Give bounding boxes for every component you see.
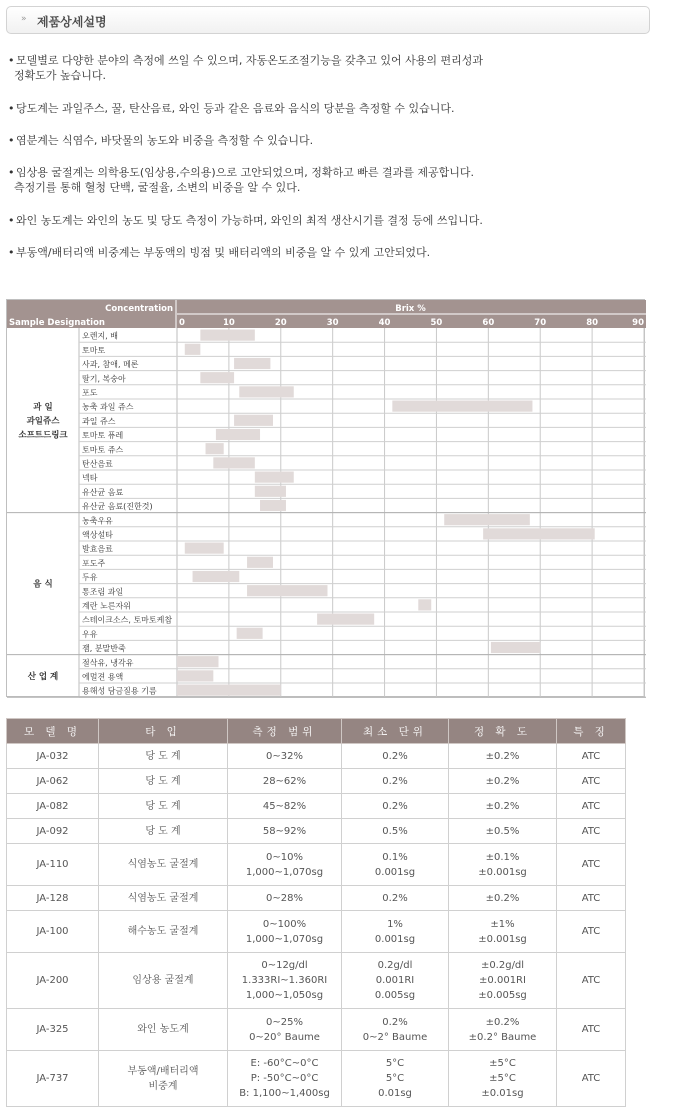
chart-row-label: 발효음료 (82, 544, 113, 554)
bullet-icon: • (8, 166, 15, 179)
table-cell: ATC (557, 844, 626, 886)
chart-row-label: 용해성 담금질용 기름 (82, 686, 157, 696)
bullet-icon: • (8, 102, 15, 115)
chart-tick-label: 20 (274, 318, 287, 328)
chart-bar (193, 571, 240, 582)
chart-bar (177, 670, 213, 681)
chart-row-label: 스테이크소스, 토마토케찹 (82, 615, 173, 625)
table-cell: 식염농도 굴절계 (99, 844, 228, 886)
table-cell: 0.2% (342, 744, 449, 769)
chart-bar (177, 656, 219, 667)
chart-row-label: 오렌지, 배 (82, 331, 118, 341)
table-cell: ATC (557, 886, 626, 911)
spec-table (6, 718, 626, 1107)
table-cell: ±5°C ±5°C ±0.01sg (449, 1051, 557, 1107)
chart-row-label: 농축 과일 쥬스 (82, 402, 134, 412)
chart-bar (237, 628, 263, 639)
table-cell: JA-062 (7, 769, 99, 794)
table-row (7, 819, 626, 844)
table-row (7, 886, 626, 911)
table-cell: 28~62% (228, 769, 342, 794)
chart-bar (491, 642, 540, 653)
list-item-text: 모델별로 다양한 분야의 측정에 쓰일 수 있으며, 자동온도조절기능을 갖추고 있어 사용의 편리성과 (16, 54, 483, 67)
table-cell: JA-128 (7, 886, 99, 911)
table-cell: ±0.2% (449, 769, 557, 794)
chart-axis-title: Brix % (395, 304, 426, 314)
table-cell: 0.2% (342, 886, 449, 911)
section-title: 제품상세설명 (37, 15, 107, 29)
chart-tick-label: 0 (179, 318, 185, 328)
brix-chart (6, 299, 645, 697)
chart-row-label: 계란 노른자위 (82, 601, 131, 611)
table-cell: 당 도 계 (99, 819, 228, 844)
bullet-icon: • (8, 246, 15, 259)
chart-row-label: 통조림 과일 (82, 587, 124, 597)
table-cell: ATC (557, 744, 626, 769)
table-row (7, 1009, 626, 1051)
chart-row-label: 토마토 쥬스 (82, 445, 124, 455)
table-cell: ±0.2% (449, 886, 557, 911)
chart-tick-label: 30 (326, 318, 339, 328)
table-row (7, 744, 626, 769)
table-cell: JA-737 (7, 1051, 99, 1107)
table-cell: 임상용 굴절계 (99, 953, 228, 1009)
section-header (6, 6, 650, 34)
chart-row-label: 넥타 (82, 473, 98, 483)
chart-row-label: 포도주 (82, 558, 106, 568)
chart-bar (206, 443, 224, 454)
chart-bar (185, 543, 224, 554)
chart-bar (247, 585, 327, 596)
chart-bar (200, 372, 234, 383)
table-cell: JA-110 (7, 844, 99, 886)
table-cell: JA-325 (7, 1009, 99, 1051)
table-cell: 0.5% (342, 819, 449, 844)
table-cell: 당 도 계 (99, 744, 228, 769)
list-item-text: 부동액/배터리액 비중계는 부동액의 빙점 및 배터리액의 비중을 알 수 있게 고안되었다. (16, 246, 431, 259)
table-cell: 0~12g/dl 1.333RI~1.360RI 1,000~1,050sg (228, 953, 342, 1009)
chart-bar (317, 614, 374, 625)
chart-group-label: 과 일 (33, 402, 53, 413)
chart-row-label: 두유 (82, 573, 98, 583)
bullet-icon: • (8, 214, 15, 227)
chart-bar (216, 429, 260, 440)
chart-row-label: 유산균 음료(진한것) (82, 502, 153, 512)
table-cell: E: -60°C~0°C P: -50°C~0°C B: 1,100~1,400sg (228, 1051, 342, 1107)
table-cell: ±0.2% (449, 794, 557, 819)
chart-tick-label: 80 (586, 318, 599, 328)
table-cell: 1% 0.001sg (342, 911, 449, 953)
chart-corner-top-label: Concentration (105, 304, 173, 314)
table-cell: 0.2% (342, 769, 449, 794)
chart-bar (200, 330, 254, 341)
table-cell: ±0.5% (449, 819, 557, 844)
table-cell: 0~25% 0~20° Baume (228, 1009, 342, 1051)
list-item-text: 와인 농도계는 와인의 농도 및 당도 측정이 가능하며, 와인의 최적 생산시기를 결정 등에 쓰입니다. (16, 214, 483, 227)
table-cell: 0.2% 0~2° Baume (342, 1009, 449, 1051)
table-cell: ATC (557, 794, 626, 819)
chart-group-label: 산 업 계 (27, 671, 59, 682)
table-cell: ATC (557, 1051, 626, 1107)
chart-row-label: 딸기, 복숭아 (82, 374, 126, 384)
table-cell: ATC (557, 953, 626, 1009)
chart-bar (260, 500, 286, 511)
chart-row-label: 액상설타 (82, 530, 113, 540)
chart-tick-label: 50 (430, 318, 443, 328)
chart-tick-label: 40 (378, 318, 391, 328)
table-cell: 와인 농도계 (99, 1009, 228, 1051)
chart-tick-label: 10 (222, 318, 235, 328)
table-cell: ±0.2% (449, 744, 557, 769)
table-cell: ATC (557, 819, 626, 844)
chart-group-label: 음 식 (33, 579, 53, 590)
table-row (7, 794, 626, 819)
chart-row-label: 잼, 분말반죽 (82, 644, 126, 654)
chart-row-label: 농축우유 (82, 516, 113, 526)
table-cell: JA-082 (7, 794, 99, 819)
column-header: 특 징 (557, 719, 626, 744)
table-row (7, 1051, 626, 1107)
table-cell: JA-200 (7, 953, 99, 1009)
chart-row-label: 우유 (82, 629, 98, 639)
table-cell: 0.2% (342, 794, 449, 819)
table-cell: ±0.2% ±0.2° Baume (449, 1009, 557, 1051)
table-row (7, 911, 626, 953)
table-cell: 58~92% (228, 819, 342, 844)
table-cell: JA-092 (7, 819, 99, 844)
column-header: 측정 범위 (228, 719, 342, 744)
chart-tick-label: 70 (534, 318, 547, 328)
list-item-text: 임상용 굴절계는 의학용도(임상용,수의용)으로 고안되었으며, 정확하고 빠른 결과를 제공합니다. (16, 166, 474, 179)
bullet-icon: • (8, 54, 15, 67)
table-cell: 부동액/배터리액 비중계 (99, 1051, 228, 1107)
column-header: 타 입 (99, 719, 228, 744)
chart-group-label: 과일쥬스 (26, 416, 60, 427)
chart-bar (213, 457, 255, 468)
chart-bar (255, 472, 294, 483)
chart-bar (418, 599, 431, 610)
chart-row-label: 사과, 참애, 메론 (82, 360, 139, 370)
table-row (7, 844, 626, 886)
list-item-text: 당도계는 과일주스, 꿀, 탄산음료, 와인 등과 같은 음료와 음식의 당분을 측정할 수 있습니다. (16, 102, 455, 115)
table-cell: 당 도 계 (99, 769, 228, 794)
table-cell: 0.2g/dl 0.001RI 0.005sg (342, 953, 449, 1009)
chart-row-label: 절삭유, 냉각유 (82, 658, 134, 668)
table-cell: 해수농도 굴절계 (99, 911, 228, 953)
chart-bar (444, 514, 530, 525)
table-cell: ±0.2g/dl ±0.001RI ±0.005sg (449, 953, 557, 1009)
chart-bar (392, 401, 532, 412)
chart-tick-label: 60 (482, 318, 495, 328)
chart-bar (239, 386, 293, 397)
chart-row-label: 과일 쥬스 (82, 416, 116, 426)
table-cell: 0~100% 1,000~1,070sg (228, 911, 342, 953)
table-row (7, 953, 626, 1009)
chart-row-label: 탄산음료 (82, 459, 113, 469)
chart-group-label: 소프트드링크 (18, 430, 68, 441)
table-cell: JA-100 (7, 911, 99, 953)
table-cell: 0~28% (228, 886, 342, 911)
chart-row-label: 유산균 음료 (82, 487, 124, 497)
chart-bar (247, 557, 273, 568)
table-cell: 0~32% (228, 744, 342, 769)
table-cell: 당 도 계 (99, 794, 228, 819)
table-cell: 식염농도 굴절계 (99, 886, 228, 911)
chart-bar (255, 486, 286, 497)
table-cell: 0~10% 1,000~1,070sg (228, 844, 342, 886)
list-item-text: 정확도가 높습니다. (14, 69, 107, 82)
table-cell: JA-032 (7, 744, 99, 769)
table-cell: ATC (557, 911, 626, 953)
table-cell: 0.1% 0.001sg (342, 844, 449, 886)
chart-row-label: 포도 (82, 388, 98, 398)
column-header: 최소 단위 (342, 719, 449, 744)
chart-tick-label: 90 (632, 318, 644, 328)
list-item-text: 측정기를 통해 혈청 단백, 굴절율, 소변의 비중을 알 수 있다. (14, 181, 301, 194)
table-cell: ATC (557, 1009, 626, 1051)
column-header: 모 델 명 (7, 719, 99, 744)
chart-corner-bottom-label: Sample Designation (9, 318, 105, 328)
chart-row-label: 에멀젼 용액 (82, 672, 124, 682)
table-header-row (7, 719, 626, 744)
table-cell: ATC (557, 769, 626, 794)
bullet-icon: • (8, 134, 15, 147)
column-header: 정 확 도 (449, 719, 557, 744)
table-cell: ±1% ±0.001sg (449, 911, 557, 953)
table-cell: 45~82% (228, 794, 342, 819)
chart-bar (177, 685, 281, 696)
brix-chart-svg (7, 300, 646, 698)
table-row (7, 769, 626, 794)
chart-bar (234, 358, 270, 369)
chart-row-label: 토마토 (82, 345, 106, 355)
list-item-text: 염분계는 식염수, 바닷물의 농도와 비중을 측정할 수 있습니다. (16, 134, 314, 147)
chart-bar (483, 528, 595, 539)
chart-row-label: 토마토 퓨레 (82, 431, 124, 441)
chart-bar (234, 415, 273, 426)
chart-bar (185, 344, 201, 355)
spec-table-body (7, 744, 626, 1107)
table-cell: ±0.1% ±0.001sg (449, 844, 557, 886)
chevron-right-icon: » (21, 14, 27, 24)
table-cell: 5°C 5°C 0.01sg (342, 1051, 449, 1107)
